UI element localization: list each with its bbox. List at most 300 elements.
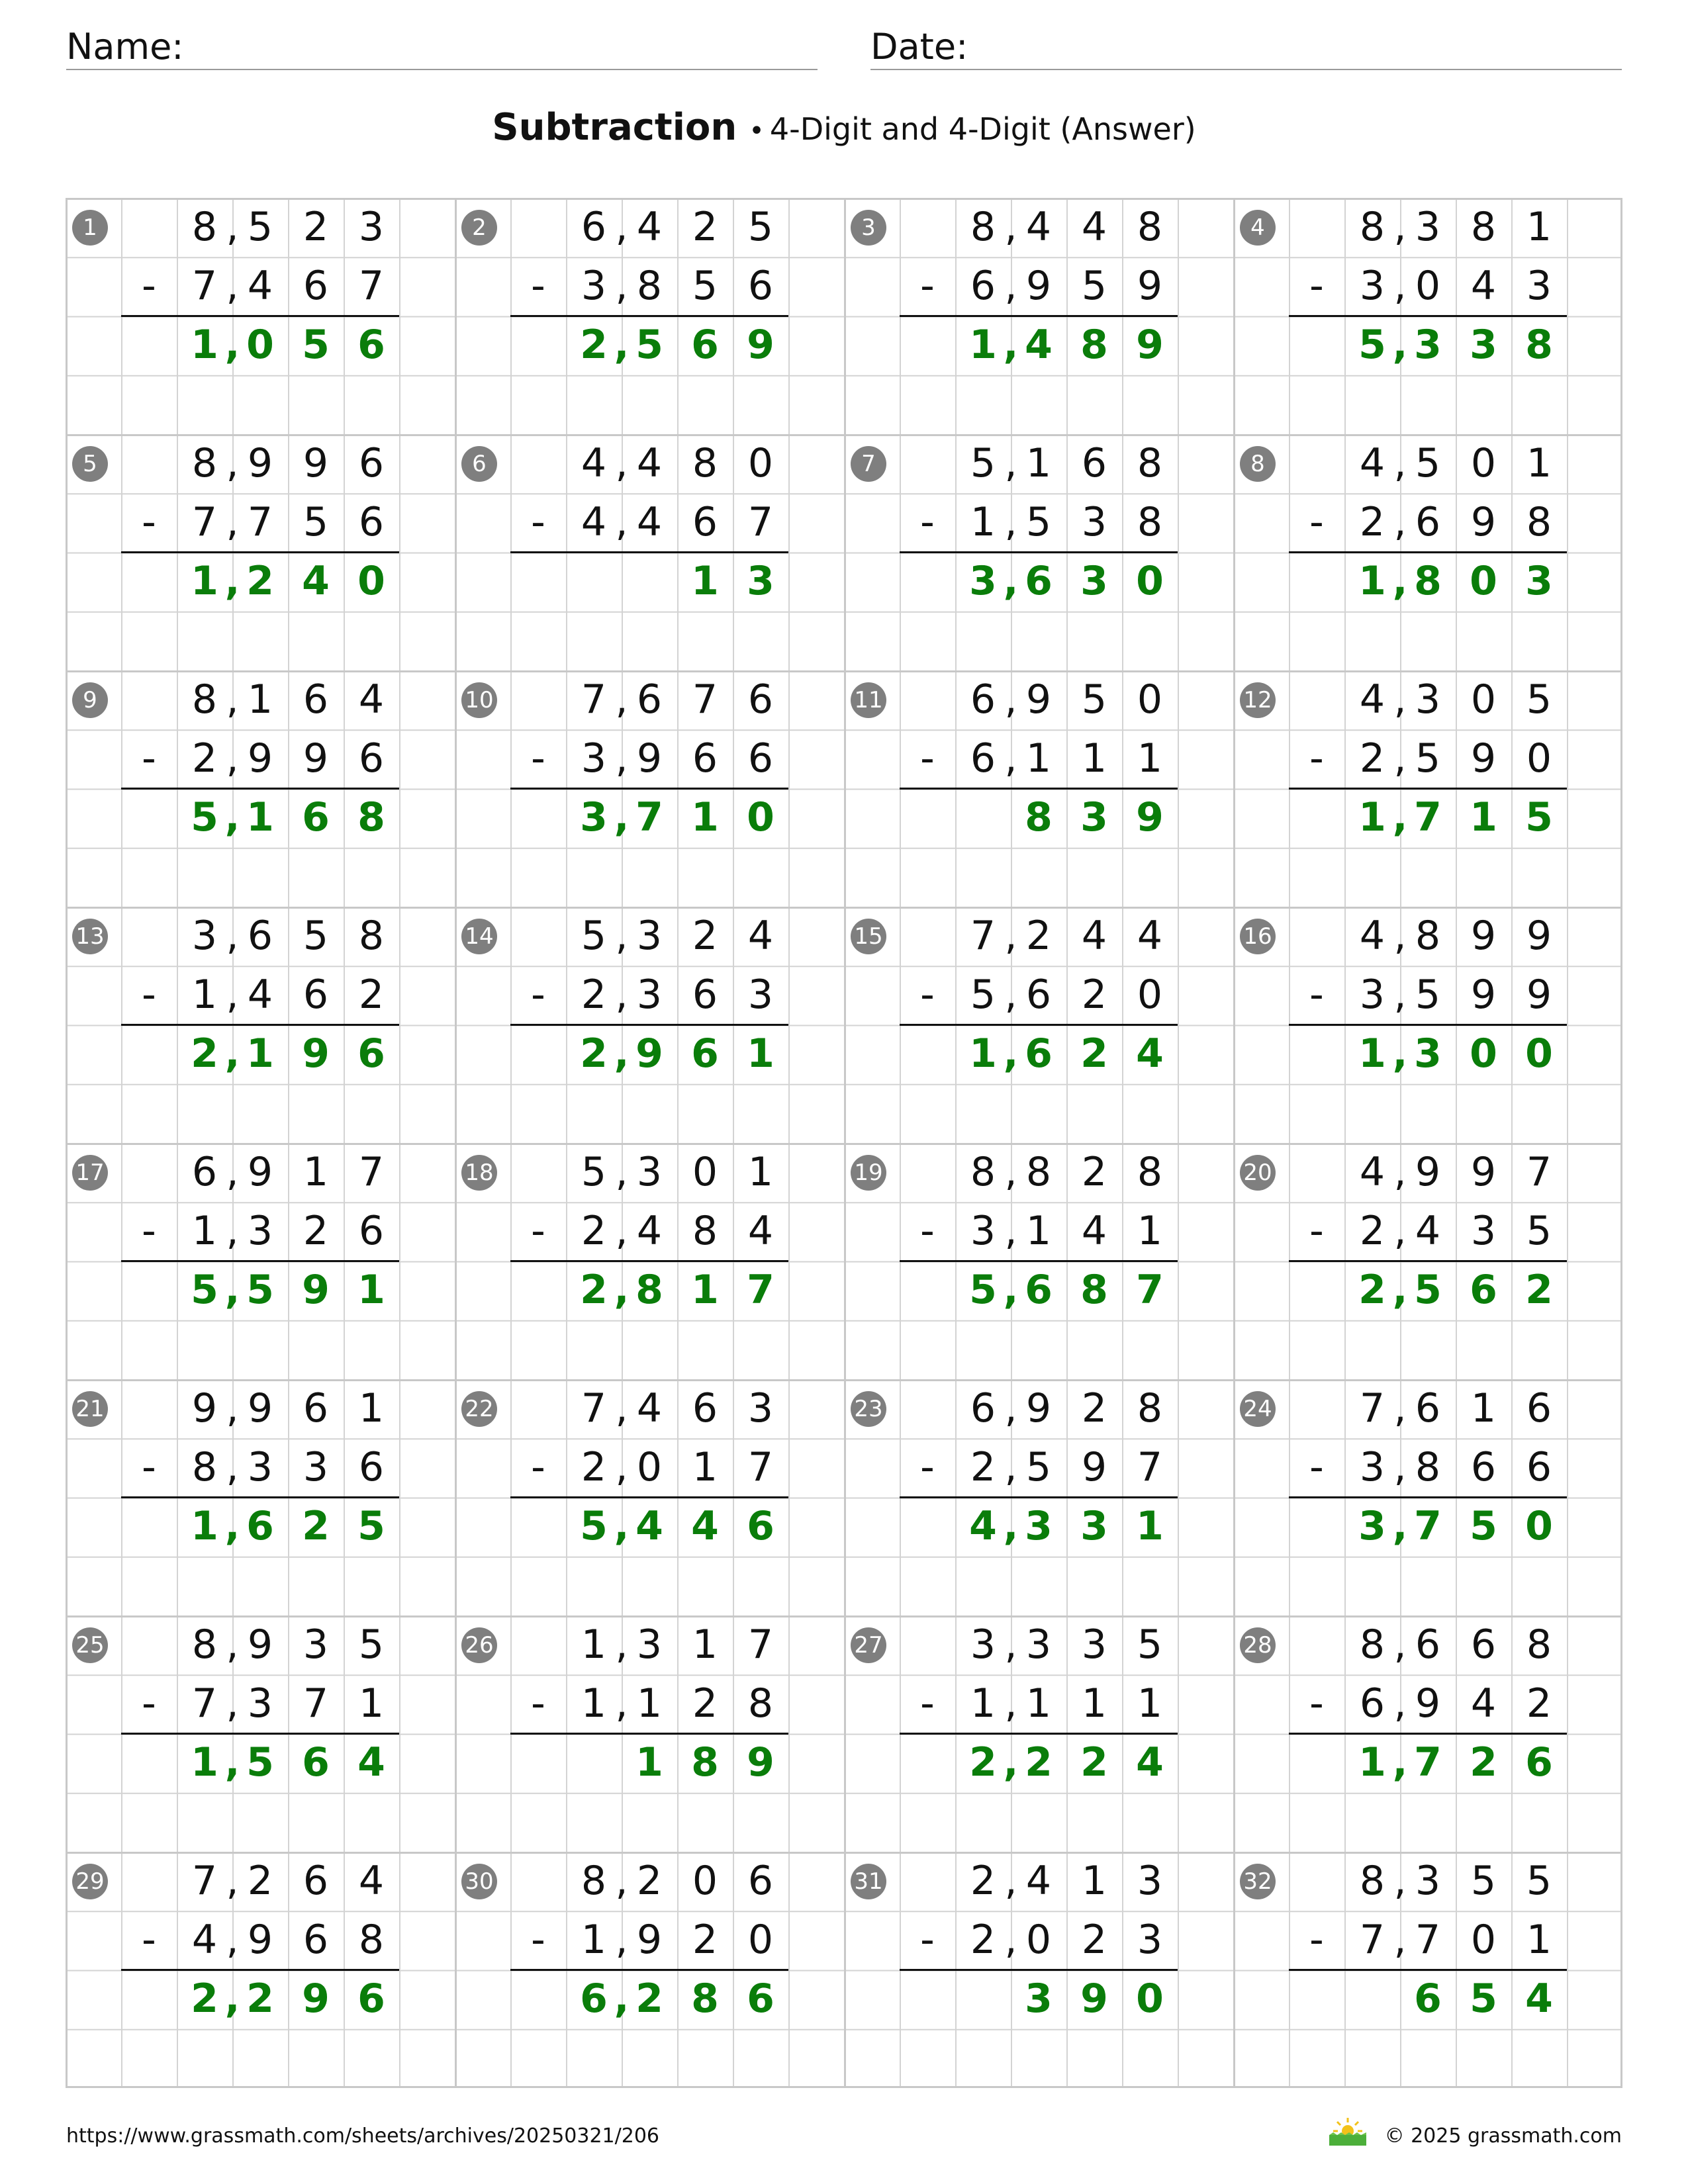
thousands-comma: , (1004, 1385, 1017, 1432)
digit: 1 (1025, 735, 1052, 782)
digit: 1 (1358, 558, 1386, 604)
digit: 9 (302, 1267, 330, 1313)
thousands-comma: , (615, 913, 628, 959)
digit: 8 (1137, 499, 1163, 545)
thousands-comma: , (614, 1503, 630, 1549)
problem-13 (66, 907, 457, 1145)
digit: 1 (1470, 794, 1497, 841)
thousands-comma: , (1393, 440, 1407, 486)
digit: 6 (970, 1385, 996, 1432)
digit: 5 (357, 1503, 385, 1549)
digit: 2 (970, 1917, 996, 1963)
digit: 5 (191, 794, 218, 841)
digit: 4 (1025, 1858, 1052, 1904)
minus-sign: - (1309, 1917, 1324, 1963)
digit: 7 (247, 499, 273, 545)
digit: 1 (969, 1030, 997, 1077)
digit: 1 (1137, 1680, 1163, 1727)
digit: 9 (1470, 972, 1497, 1018)
digit: 1 (1358, 794, 1386, 841)
digit: 7 (303, 1680, 329, 1727)
name-field[interactable] (66, 25, 818, 70)
digit: 8 (191, 204, 218, 250)
thousands-comma: , (226, 263, 239, 309)
digit: 8 (970, 1149, 996, 1195)
digit: 3 (1358, 1503, 1386, 1549)
digit: 4 (1081, 1208, 1107, 1254)
thousands-comma: , (1393, 1621, 1407, 1668)
thousands-comma: , (615, 972, 628, 1018)
digit: 8 (970, 204, 996, 250)
problem-19 (844, 1143, 1235, 1381)
digit: 1 (1137, 1208, 1163, 1254)
digit: 0 (747, 794, 774, 841)
problem-number-badge: 27 (851, 1627, 886, 1663)
thousands-comma: , (1004, 676, 1017, 723)
digit: 6 (358, 735, 385, 782)
minus-sign: - (920, 263, 935, 309)
digit: 2 (1359, 499, 1385, 545)
problem-number-badge: 7 (851, 446, 886, 482)
digit: 9 (747, 322, 774, 368)
minus-sign: - (920, 1208, 935, 1254)
minus-sign: - (1309, 263, 1324, 309)
digit: 3 (1081, 1621, 1107, 1668)
digit: 6 (1525, 1739, 1553, 1786)
digit: 2 (581, 972, 607, 1018)
thousands-comma: , (226, 1680, 239, 1727)
digit: 3 (636, 913, 663, 959)
problem-number-badge: 28 (1240, 1627, 1276, 1663)
thousands-comma: , (226, 1208, 239, 1254)
digit: 4 (1025, 322, 1053, 368)
digit: 9 (1415, 1680, 1441, 1727)
digit: 8 (581, 1858, 607, 1904)
digit: 1 (969, 322, 997, 368)
digit: 7 (1526, 1149, 1552, 1195)
digit: 6 (1526, 1385, 1552, 1432)
digit: 3 (247, 1208, 273, 1254)
digit: 5 (1470, 1858, 1497, 1904)
thousands-comma: , (614, 1267, 630, 1313)
problem-12 (1233, 670, 1622, 909)
minus-sign: - (142, 499, 156, 545)
problem-number-badge: 17 (72, 1155, 108, 1191)
digit: 3 (636, 972, 663, 1018)
problem-31 (844, 1852, 1235, 2088)
digit: 4 (1025, 204, 1052, 250)
thousands-comma: , (1004, 1621, 1017, 1668)
digit: 5 (581, 1149, 607, 1195)
digit: 5 (969, 1267, 997, 1313)
digit: 8 (1359, 204, 1385, 250)
digit: 5 (303, 499, 329, 545)
thousands-comma: , (1393, 735, 1407, 782)
digit: 3 (580, 794, 608, 841)
problem-number-badge: 22 (461, 1391, 497, 1427)
thousands-comma: , (1004, 972, 1017, 1018)
thousands-comma: , (226, 676, 239, 723)
digit: 7 (358, 1149, 385, 1195)
digit: 4 (1081, 913, 1107, 959)
digit: 1 (191, 972, 218, 1018)
thousands-comma: , (224, 558, 240, 604)
digit: 9 (302, 1976, 330, 2022)
digit: 1 (1081, 735, 1107, 782)
minus-sign: - (531, 1917, 545, 1963)
digit: 3 (1415, 676, 1441, 723)
digit: 7 (1137, 1444, 1163, 1490)
problem-5 (66, 434, 457, 672)
problem-21 (66, 1379, 457, 1617)
digit: 3 (1470, 322, 1497, 368)
digit: 4 (1081, 204, 1107, 250)
digit: 1 (1025, 440, 1052, 486)
digit: 4 (357, 1739, 385, 1786)
digit: 6 (970, 676, 996, 723)
digit: 9 (1136, 794, 1164, 841)
digit: 5 (970, 440, 996, 486)
digit: 4 (1136, 1739, 1164, 1786)
thousands-comma: , (1393, 204, 1407, 250)
digit: 2 (1359, 1208, 1385, 1254)
thousands-comma: , (615, 735, 628, 782)
footer-url[interactable]: https://www.grassmath.com/sheets/archives/20250321/206 (66, 2124, 660, 2148)
thousands-comma: , (224, 1503, 240, 1549)
digit: 3 (191, 913, 218, 959)
minus-sign: - (531, 972, 545, 1018)
digit: 5 (747, 204, 774, 250)
footer-copyright: © 2025 grassmath.com (1384, 2124, 1622, 2148)
digit: 2 (191, 1030, 218, 1077)
digit: 8 (1137, 204, 1163, 250)
digit: 6 (1526, 1444, 1552, 1490)
digit: 4 (1359, 1149, 1385, 1195)
minus-sign: - (920, 1444, 935, 1490)
digit: 1 (970, 499, 996, 545)
minus-sign: - (1309, 735, 1324, 782)
digit: 8 (1359, 1621, 1385, 1668)
digit: 0 (1025, 1917, 1052, 1963)
digit: 5 (635, 322, 663, 368)
digit: 4 (747, 1208, 774, 1254)
digit: 6 (303, 1385, 329, 1432)
digit: 3 (747, 972, 774, 1018)
minus-sign: - (142, 972, 156, 1018)
problem-number-badge: 2 (461, 210, 497, 246)
digit: 1 (247, 676, 273, 723)
digit: 0 (246, 322, 274, 368)
digit: 2 (1081, 1385, 1107, 1432)
digit: 2 (581, 1444, 607, 1490)
digit: 7 (581, 676, 607, 723)
thousands-comma: , (614, 794, 630, 841)
digit: 3 (1415, 204, 1441, 250)
date-label: Date: (870, 26, 968, 68)
digit: 5 (1470, 1976, 1497, 2022)
problem-number-badge: 26 (461, 1627, 497, 1663)
digit: 5 (1525, 794, 1553, 841)
name-label: Name: (66, 26, 184, 68)
problem-18 (455, 1143, 846, 1381)
digit: 0 (747, 440, 774, 486)
thousands-comma: , (615, 1385, 628, 1432)
digit: 6 (303, 263, 329, 309)
digit: 2 (302, 1503, 330, 1549)
minus-sign: - (920, 499, 935, 545)
problem-14 (455, 907, 846, 1145)
thousands-comma: , (1393, 1917, 1407, 1963)
digit: 5 (581, 913, 607, 959)
digit: 8 (1080, 322, 1108, 368)
digit: 9 (247, 735, 273, 782)
digit: 1 (1526, 1917, 1552, 1963)
thousands-comma: , (1003, 1030, 1019, 1077)
problem-number-badge: 30 (461, 1864, 497, 1899)
digit: 5 (247, 204, 273, 250)
digit: 7 (191, 1680, 218, 1727)
digit: 9 (1025, 1385, 1052, 1432)
digit: 5 (692, 263, 718, 309)
digit: 6 (747, 263, 774, 309)
thousands-comma: , (224, 1030, 240, 1077)
digit: 3 (970, 1621, 996, 1668)
thousands-comma: , (226, 913, 239, 959)
digit: 5 (1415, 440, 1441, 486)
worksheet-title (0, 106, 1688, 149)
digit: 3 (1359, 1444, 1385, 1490)
problem-23 (844, 1379, 1235, 1617)
digit: 3 (1080, 794, 1108, 841)
digit: 2 (1526, 1680, 1552, 1727)
digit: 1 (191, 558, 218, 604)
thousands-comma: , (615, 1858, 628, 1904)
digit: 5 (191, 1267, 218, 1313)
digit: 6 (302, 794, 330, 841)
minus-sign: - (1309, 1208, 1324, 1254)
digit: 4 (1525, 1976, 1553, 2022)
digit: 0 (1525, 1030, 1553, 1077)
minus-sign: - (531, 263, 545, 309)
digit: 3 (1081, 499, 1107, 545)
digit: 0 (1136, 558, 1164, 604)
problem-number-badge: 6 (461, 446, 497, 482)
problem-3 (844, 198, 1235, 436)
minus-sign: - (1309, 1680, 1324, 1727)
digit: 5 (1137, 1621, 1163, 1668)
digit: 2 (692, 204, 718, 250)
digit: 5 (1025, 1444, 1052, 1490)
digit: 6 (692, 1385, 718, 1432)
digit: 4 (1359, 440, 1385, 486)
problem-number-badge: 12 (1240, 682, 1276, 718)
digit: 8 (191, 440, 218, 486)
thousands-comma: , (224, 1267, 240, 1313)
digit: 6 (970, 735, 996, 782)
digit: 1 (692, 1444, 718, 1490)
digit: 6 (247, 913, 273, 959)
digit: 1 (581, 1917, 607, 1963)
digit: 0 (1137, 972, 1163, 1018)
digit: 5 (303, 913, 329, 959)
problem-number-badge: 16 (1240, 919, 1276, 954)
problem-24 (1233, 1379, 1622, 1617)
digit: 6 (358, 440, 385, 486)
thousands-comma: , (226, 1621, 239, 1668)
thousands-comma: , (1003, 558, 1019, 604)
digit: 6 (191, 1149, 218, 1195)
digit: 3 (581, 735, 607, 782)
digit: 4 (636, 1208, 663, 1254)
digit: 2 (1525, 1267, 1553, 1313)
thousands-comma: , (615, 1917, 628, 1963)
digit: 1 (970, 1680, 996, 1727)
minus-sign: - (142, 735, 156, 782)
digit: 9 (636, 735, 663, 782)
minus-sign: - (142, 263, 156, 309)
digit: 6 (691, 322, 719, 368)
thousands-comma: , (614, 1030, 630, 1077)
minus-sign: - (920, 1917, 935, 1963)
digit: 1 (691, 558, 719, 604)
digit: 3 (747, 558, 774, 604)
digit: 7 (747, 499, 774, 545)
digit: 5 (1526, 1858, 1552, 1904)
digit: 9 (1470, 499, 1497, 545)
digit: 3 (1415, 1858, 1441, 1904)
digit: 8 (635, 1267, 663, 1313)
digit: 1 (636, 1680, 663, 1727)
thousands-comma: , (614, 1976, 630, 2022)
digit: 6 (357, 1976, 385, 2022)
problem-number-badge: 24 (1240, 1391, 1276, 1427)
digit: 6 (1025, 558, 1053, 604)
thousands-comma: , (1393, 972, 1407, 1018)
digit: 4 (636, 440, 663, 486)
thousands-comma: , (615, 1149, 628, 1195)
digit: 4 (1415, 1208, 1441, 1254)
digit: 2 (635, 1976, 663, 2022)
digit: 8 (1415, 913, 1441, 959)
digit: 6 (303, 1917, 329, 1963)
digit: 1 (1081, 1680, 1107, 1727)
problem-number-badge: 13 (72, 919, 108, 954)
digit: 8 (1137, 1149, 1163, 1195)
digit: 6 (1025, 1030, 1053, 1077)
digit: 4 (1359, 676, 1385, 723)
thousands-comma: , (1004, 1680, 1017, 1727)
thousands-comma: , (1004, 1208, 1017, 1254)
digit: 6 (1414, 1976, 1442, 2022)
digit: 2 (303, 204, 329, 250)
digit: 7 (1136, 1267, 1164, 1313)
digit: 2 (1358, 1267, 1386, 1313)
digit: 4 (635, 1503, 663, 1549)
digit: 0 (1470, 1917, 1497, 1963)
digit: 3 (303, 1621, 329, 1668)
digit: 9 (1136, 322, 1164, 368)
thousands-comma: , (1393, 1858, 1407, 1904)
digit: 9 (1470, 1149, 1497, 1195)
digit: 3 (969, 558, 997, 604)
digit: 6 (246, 1503, 274, 1549)
digit: 3 (1025, 1621, 1052, 1668)
digit: 8 (691, 1976, 719, 2022)
minus-sign: - (142, 1680, 156, 1727)
digit: 1 (246, 794, 274, 841)
digit: 4 (358, 1858, 385, 1904)
minus-sign: - (531, 1444, 545, 1490)
digit: 4 (636, 204, 663, 250)
digit: 9 (1025, 676, 1052, 723)
digit: 8 (691, 1739, 719, 1786)
digit: 6 (1470, 1621, 1497, 1668)
digit: 5 (302, 322, 330, 368)
thousands-comma: , (1393, 676, 1407, 723)
thousands-comma: , (226, 204, 239, 250)
digit: 2 (581, 1208, 607, 1254)
problem-26 (455, 1615, 846, 1854)
minus-sign: - (142, 1444, 156, 1490)
digit: 7 (747, 1444, 774, 1490)
digit: 6 (1025, 1267, 1053, 1313)
digit: 5 (1081, 676, 1107, 723)
problem-number-badge: 4 (1240, 210, 1276, 246)
problem-28 (1233, 1615, 1622, 1854)
digit: 8 (1525, 322, 1553, 368)
problem-17 (66, 1143, 457, 1381)
digit: 9 (302, 1030, 330, 1077)
thousands-comma: , (1392, 794, 1408, 841)
title-separator: • (749, 116, 765, 146)
thousands-comma: , (1393, 499, 1407, 545)
digit: 2 (580, 1030, 608, 1077)
digit: 4 (1136, 1030, 1164, 1077)
problem-29 (66, 1852, 457, 2088)
digit: 6 (358, 499, 385, 545)
problem-10 (455, 670, 846, 909)
digit: 8 (692, 440, 718, 486)
thousands-comma: , (1004, 440, 1017, 486)
problem-number-badge: 3 (851, 210, 886, 246)
thousands-comma: , (224, 322, 240, 368)
problem-number-badge: 21 (72, 1391, 108, 1427)
thousands-comma: , (615, 1208, 628, 1254)
digit: 6 (1081, 440, 1107, 486)
digit: 4 (636, 1385, 663, 1432)
digit: 2 (191, 1976, 218, 2022)
digit: 2 (1025, 913, 1052, 959)
digit: 3 (581, 263, 607, 309)
date-field[interactable] (870, 25, 1622, 70)
problem-number-badge: 29 (72, 1864, 108, 1899)
thousands-comma: , (1393, 913, 1407, 959)
digit: 4 (969, 1503, 997, 1549)
digit: 8 (1025, 1149, 1052, 1195)
digit: 8 (1470, 204, 1497, 250)
digit: 1 (691, 1267, 719, 1313)
digit: 1 (691, 794, 719, 841)
digit: 3 (1137, 1917, 1163, 1963)
problem-number-badge: 11 (851, 682, 886, 718)
digit: 4 (358, 676, 385, 723)
digit: 6 (747, 1858, 774, 1904)
digit: 2 (1081, 1149, 1107, 1195)
digit: 1 (747, 1030, 774, 1077)
digit: 7 (1359, 1917, 1385, 1963)
problem-number-badge: 15 (851, 919, 886, 954)
title-main: Subtraction (492, 106, 737, 149)
